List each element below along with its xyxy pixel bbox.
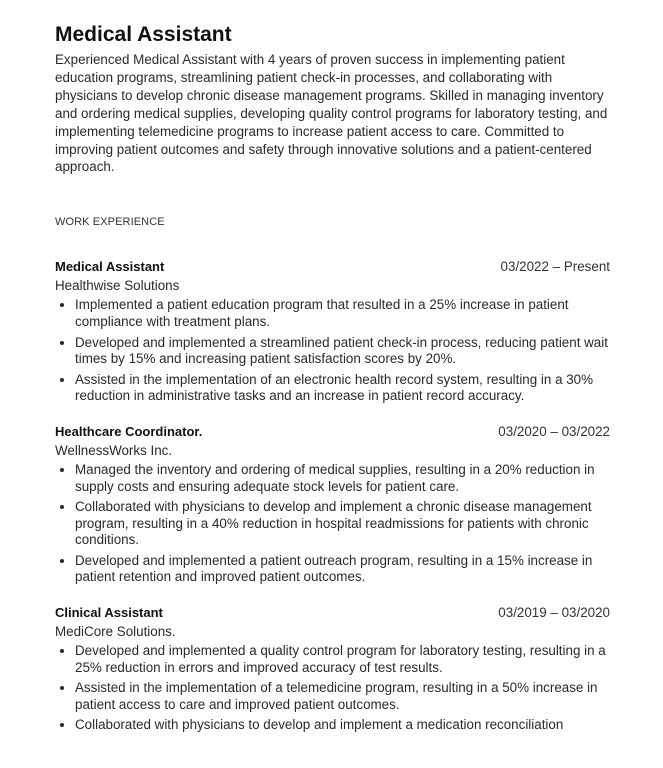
achievement-text: Assisted in the implementation of a telemedicine program, resulting in a 50% increase in patient access to care and improved patient outcomes. [75, 680, 598, 712]
achievement-item [55, 717, 610, 734]
resume-title: Medical Assistant [55, 23, 232, 46]
job-title: Medical Assistant [55, 259, 165, 275]
achievement-list [55, 462, 610, 586]
achievement-item [55, 553, 610, 586]
job-header [55, 605, 610, 620]
bullet-icon [60, 378, 64, 382]
company-name: Healthwise Solutions [55, 278, 180, 294]
job-title: Healthcare Coordinator. [55, 423, 203, 439]
company-name: WellnessWorks Inc. [55, 442, 173, 458]
achievement-item [55, 297, 610, 330]
achievement-list [55, 643, 610, 734]
bullet-icon [60, 468, 64, 472]
bullet-icon [60, 686, 64, 690]
work-experience-heading: WORK EXPERIENCE [55, 216, 165, 229]
achievement-item [55, 643, 610, 676]
achievement-text: Developed and implemented a quality control program for laboratory testing, resulting in a 25% reduction in errors and improved accuracy of test results. [75, 643, 606, 675]
bullet-icon [60, 649, 64, 653]
resume-page [55, 22, 610, 738]
job-dates: 03/2019 – 03/2020 [498, 605, 610, 621]
achievement-text: Developed and implemented a streamlined patient check-in process, reducing patient wait times by 15% and increasing patient satisfaction scores by 20%. [75, 334, 608, 367]
achievement-text: Collaborated with physicians to develop and implement a medication reconciliation [75, 717, 564, 733]
job-entry [55, 259, 610, 405]
job-dates: 03/2022 – Present [500, 259, 610, 275]
achievement-item [55, 499, 610, 549]
job-header [55, 259, 610, 274]
achievement-text: Assisted in the implementation of an electronic health record system, resulting in a 30% reduction in administrative tasks and an increase in patient record accuracy. [75, 371, 594, 404]
achievement-text: Managed the inventory and ordering of medical supplies, resulting in a 20% reduction in supply costs and ensuring adequate stock levels for patient care. [75, 461, 595, 494]
achievement-item [55, 462, 610, 495]
job-entry [55, 605, 610, 734]
achievement-item [55, 372, 610, 405]
bullet-icon [60, 559, 64, 563]
job-entry [55, 424, 610, 586]
achievement-item [55, 680, 610, 713]
achievement-text: Developed and implemented a patient outreach program, resulting in a 15% increase in patient retention and improved patient outcomes. [75, 552, 593, 585]
bullet-icon [60, 341, 64, 345]
bullet-icon [60, 505, 64, 509]
achievement-text: Implemented a patient education program that resulted in a 25% increase in patient compliance with treatment plans. [75, 297, 569, 329]
bullet-icon [60, 723, 64, 727]
bullet-icon [60, 303, 64, 307]
achievement-list [55, 297, 610, 405]
job-dates: 03/2020 – 03/2022 [498, 423, 610, 439]
company-name: MediCore Solutions. [55, 624, 176, 640]
achievement-item [55, 335, 610, 368]
job-header [55, 424, 610, 439]
professional-summary: Experienced Medical Assistant with 4 years of proven success in implementing patient education programs, streamlining patient check-in processes, and collaborating with physicians to develop chronic disease management programs. Skilled in managing inventory and ordering medical supplies, developing quality control programs for laboratory testing, and implementing telemedicine programs to increase patient access to care. Committed to improving patient outcomes and safety through innovative solutions and a patient-centered approach. [55, 52, 608, 175]
achievement-text: Collaborated with physicians to develop and implement a chronic disease management program, resulting in a 40% reduction in hospital readmissions for patients with chronic conditions. [75, 499, 592, 548]
job-title: Clinical Assistant [55, 605, 163, 621]
